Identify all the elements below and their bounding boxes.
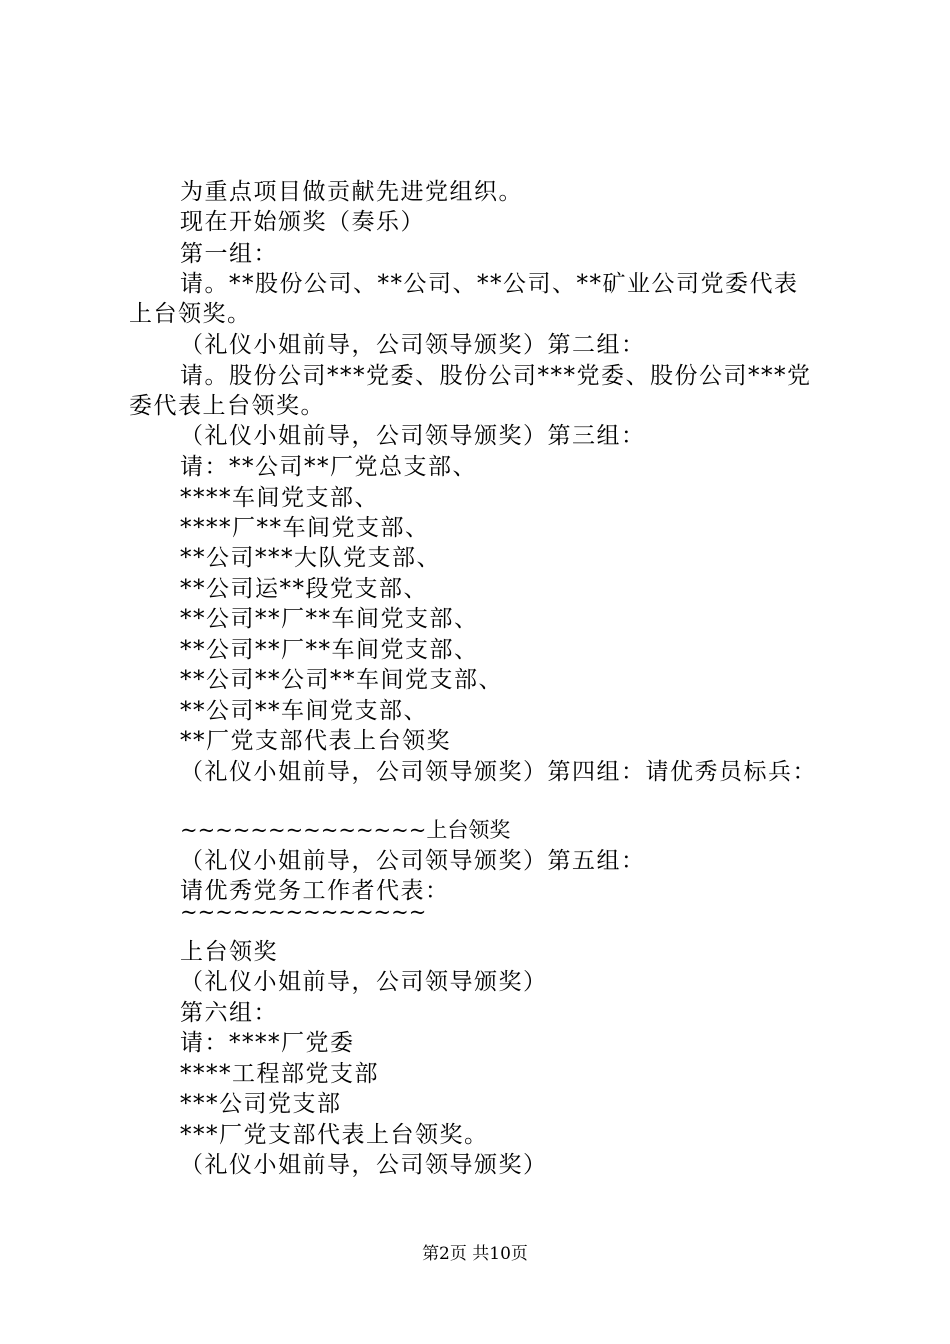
- text-line: **公司**车间党支部、: [180, 698, 428, 724]
- text-line: ***厂党支部代表上台领奖。: [180, 1122, 489, 1148]
- text-line: 请优秀党务工作者代表：: [180, 878, 450, 904]
- text-line: ~~~~~~~~~~~~~~: [180, 900, 427, 924]
- text-line: **公司**公司**车间党支部、: [180, 667, 503, 693]
- text-line: 第六组：: [180, 1000, 278, 1026]
- text-line: ***公司党支部: [180, 1091, 342, 1117]
- text-line: ****车间党支部、: [180, 485, 379, 511]
- text-line: 请：**公司**厂党总支部、: [180, 454, 477, 480]
- text-line: （礼仪小姐前导，公司领导颁奖）: [180, 969, 548, 995]
- text-line: **公司***大队党支部、: [180, 545, 441, 571]
- text-line: （礼仪小姐前导，公司领导颁奖）第二组：: [180, 332, 646, 358]
- text-line: 请：****厂党委: [180, 1030, 355, 1056]
- text-line: 委代表上台领奖。: [129, 393, 325, 419]
- page-number-footer: 第2页 共10页: [422, 1244, 528, 1264]
- text-line: **公司**厂**车间党支部、: [180, 606, 479, 632]
- text-line: 为重点项目做贡献先进党组织。: [180, 179, 523, 205]
- text-line: （礼仪小姐前导，公司领导颁奖）第四组：请优秀员标兵：: [180, 759, 817, 785]
- text-line: （礼仪小姐前导，公司领导颁奖）: [180, 1152, 548, 1178]
- text-line: 上台领奖: [180, 939, 278, 965]
- text-line: （礼仪小姐前导，公司领导颁奖）第五组：: [180, 848, 646, 874]
- text-line: （礼仪小姐前导，公司领导颁奖）第三组：: [180, 423, 646, 449]
- text-line: 第一组：: [180, 241, 278, 267]
- text-line: 上台领奖。: [129, 301, 252, 327]
- text-line: 现在开始颁奖（奏乐）: [180, 209, 425, 235]
- text-line: ****厂**车间党支部、: [180, 515, 430, 541]
- text-line: ~~~~~~~~~~~~~~上台领奖: [180, 818, 511, 842]
- text-line: 请。股份公司***党委、股份公司***党委、股份公司***党: [180, 363, 812, 389]
- text-line: **公司运**段党支部、: [180, 576, 428, 602]
- text-line: 请。**股份公司、**公司、**公司、**矿业公司党委代表: [180, 271, 799, 297]
- text-line: **公司**厂**车间党支部、: [180, 637, 479, 663]
- text-line: **厂党支部代表上台领奖: [180, 728, 451, 754]
- text-line: ****工程部党支部: [180, 1061, 379, 1087]
